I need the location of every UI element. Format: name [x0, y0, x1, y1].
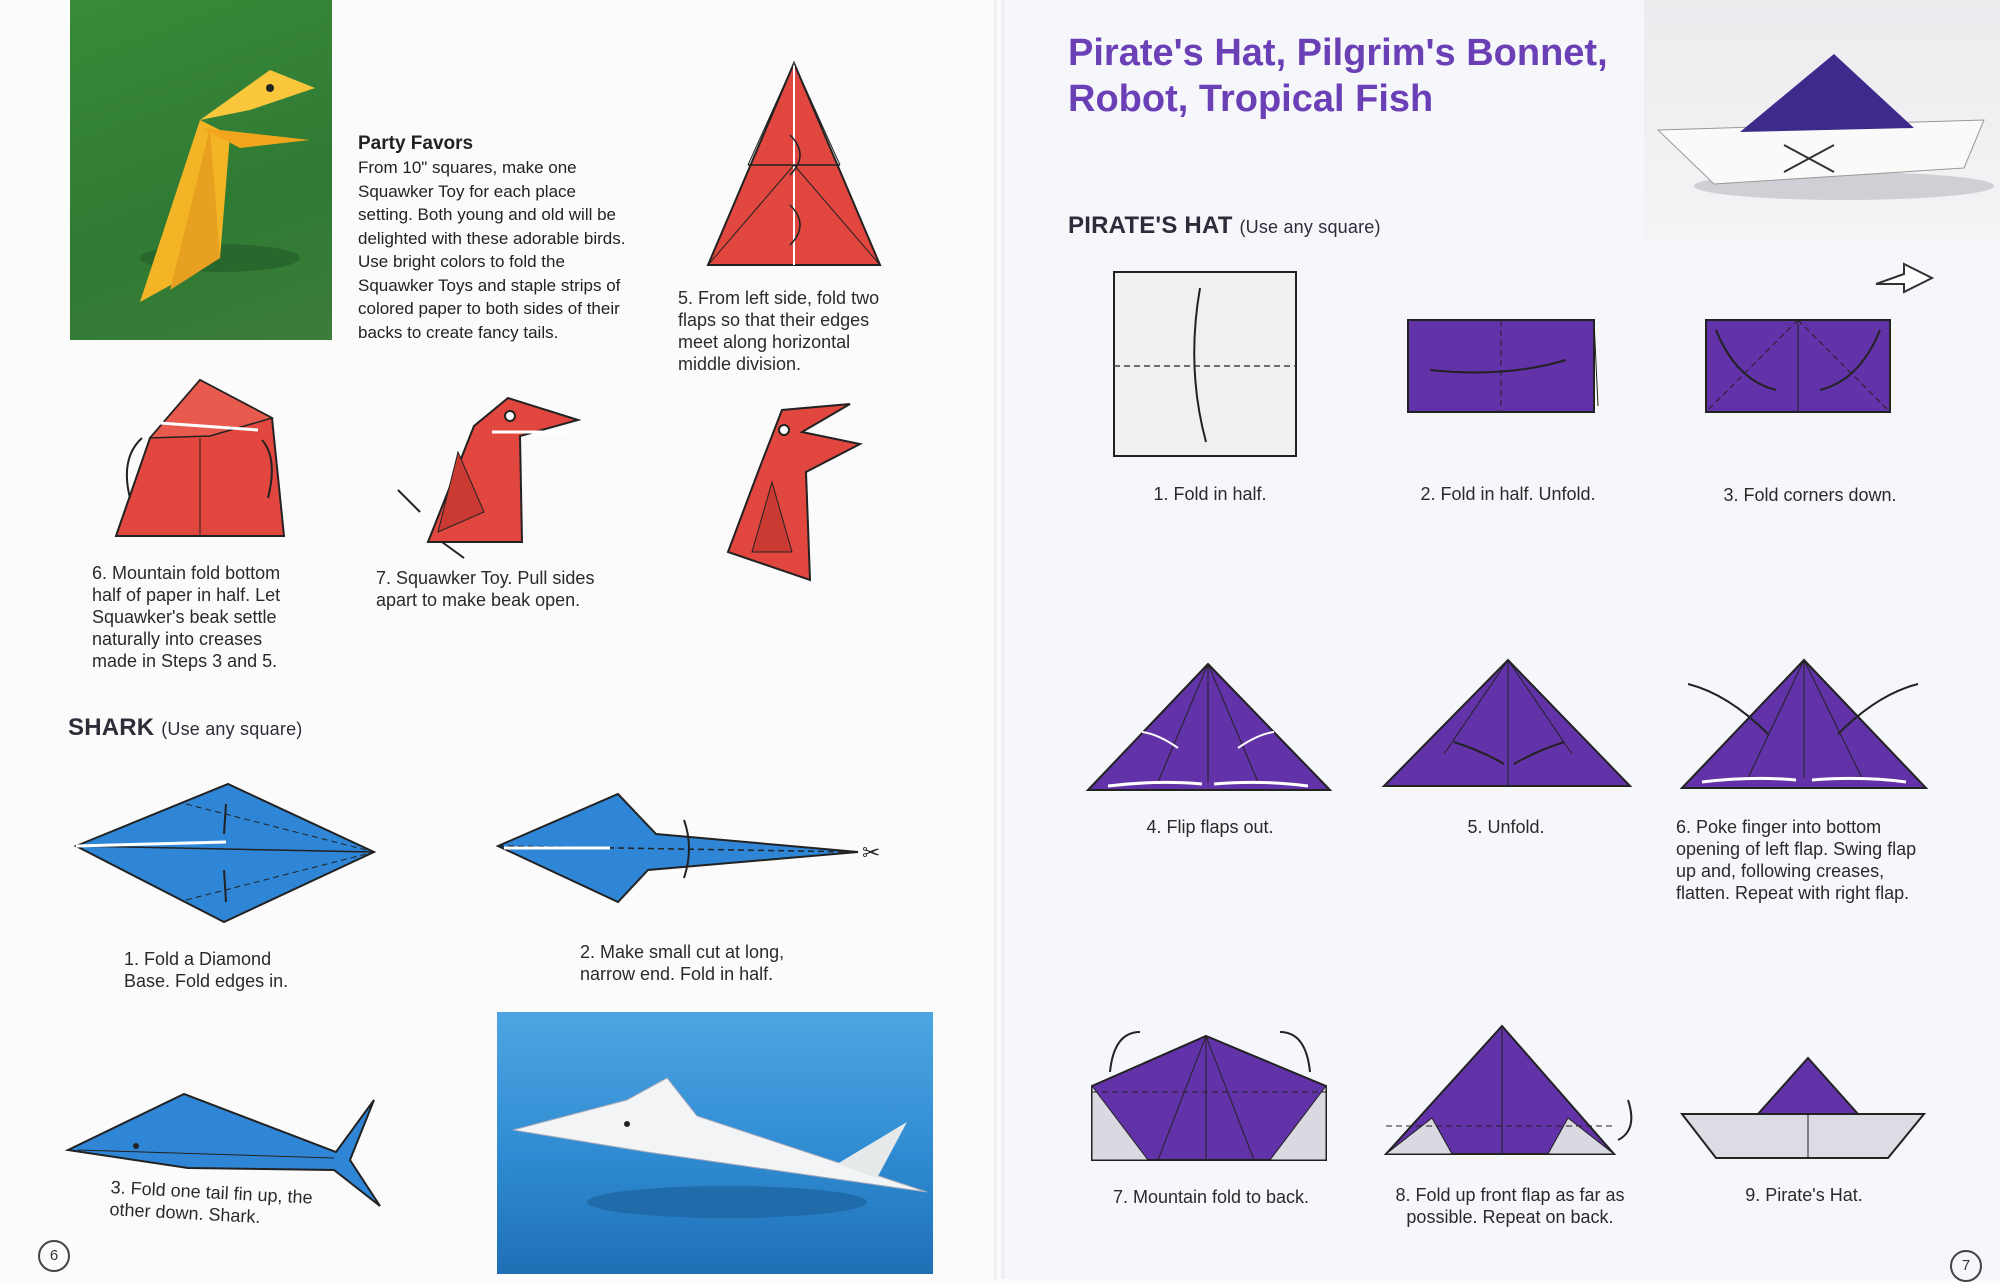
pirate-step1-caption: 1. Fold in half. [1153, 484, 1267, 504]
shark-heading [68, 714, 302, 742]
pirate-step6-diagram [1678, 658, 1928, 794]
squawker-step7-caption: 7. Squawker Toy. Pull sides apart to make beak open. [376, 568, 595, 610]
squawker-step5-caption: 5. From left side, fold two flaps so that their edges meet along horizontal middle division. [678, 288, 880, 374]
squawker-step7-diagram [398, 392, 598, 572]
party-favors-title: Party Favors [358, 133, 474, 154]
title-line-2: Robot, Tropical Fish [1068, 78, 1434, 120]
pirate-step2-caption: 2. Fold in half. Unfold. [1420, 484, 1596, 504]
pirate-step5-diagram [1384, 658, 1632, 790]
party-favors-block [358, 132, 628, 344]
title-line-1: Pirate's Hat, Pilgrim's Bonnet, [1068, 32, 1608, 74]
right-page-title [1068, 30, 1628, 122]
squawker-step6-diagram [110, 378, 290, 538]
shark-step3-caption: 3. Fold one tail fin up, the other down. Shark. [109, 1177, 314, 1227]
pirate-step4-caption: 4. Flip flaps out. [1146, 817, 1274, 837]
pirate-step1-diagram [1114, 272, 1298, 458]
pirate-step8-caption: 8. Fold up front flap as far as possible. Repeat on back. [1395, 1185, 1625, 1227]
pirate-heading-sub: (Use any square) [1239, 217, 1381, 237]
shark-heading-sub: (Use any square) [161, 719, 303, 739]
shark-step2-diagram [498, 794, 881, 904]
pirate-step7-diagram [1088, 1020, 1332, 1164]
pirate-hat-photo [1644, 0, 2000, 240]
squawker-photo-bird [70, 0, 332, 340]
shark-photo-model [497, 1012, 933, 1274]
shark-step1-diagram [76, 784, 376, 924]
turn-over-arrow-icon [1874, 262, 1934, 296]
pirate-step3-diagram [1706, 320, 1896, 414]
pirate-step3-caption: 3. Fold corners down. [1723, 485, 1897, 505]
right-page-number: 7 [1950, 1250, 1982, 1282]
pirate-step8-diagram [1382, 1016, 1642, 1158]
pirate-step6-caption: 6. Poke finger into bottom opening of left flap. Swing flap up and, following creases, flatten. Repeat with right flap. [1676, 817, 1917, 903]
shark-heading-title: SHARK [68, 714, 155, 741]
pirate-step2-diagram [1408, 320, 1598, 414]
shark-photo [497, 1012, 933, 1274]
pirate-step4-diagram [1088, 662, 1334, 794]
pirate-step5-caption: 5. Unfold. [1467, 817, 1545, 837]
book-gutter [994, 0, 1004, 1279]
pirate-step7-caption: 7. Mountain fold to back. [1112, 1187, 1310, 1207]
left-page-number: 6 [38, 1240, 70, 1272]
pirate-step9-caption: 9. Pirate's Hat. [1745, 1185, 1863, 1205]
pirate-heading-title: PIRATE'S HAT [1068, 212, 1233, 239]
squawker-step6-caption: 6. Mountain fold bottom half of paper in half. Let Squawker's beak settle naturally into creases made in Steps 3 and 5. [92, 563, 281, 671]
squawker-final-diagram [722, 402, 872, 582]
shark-step2-caption: 2. Make small cut at long, narrow end. Fold in half. [580, 942, 785, 984]
shark-step1-caption: 1. Fold a Diamond Base. Fold edges in. [124, 949, 289, 991]
pirate-hat-photo-model [1644, 0, 2000, 240]
squawker-photo [70, 0, 332, 340]
pirate-heading [1068, 212, 1381, 240]
squawker-step5-diagram [704, 55, 884, 265]
svg-text:✂: ✂ [862, 841, 881, 866]
party-favors-text: From 10" squares, make one Squawker Toy for each place setting. Both young and old will be delighted with these adorable birds. Use bright colors to fold the Squawker Toys and staple strips of colored paper to both sides of their backs to create fancy tails. [358, 158, 626, 342]
pirate-step9-diagram [1678, 1054, 1928, 1164]
